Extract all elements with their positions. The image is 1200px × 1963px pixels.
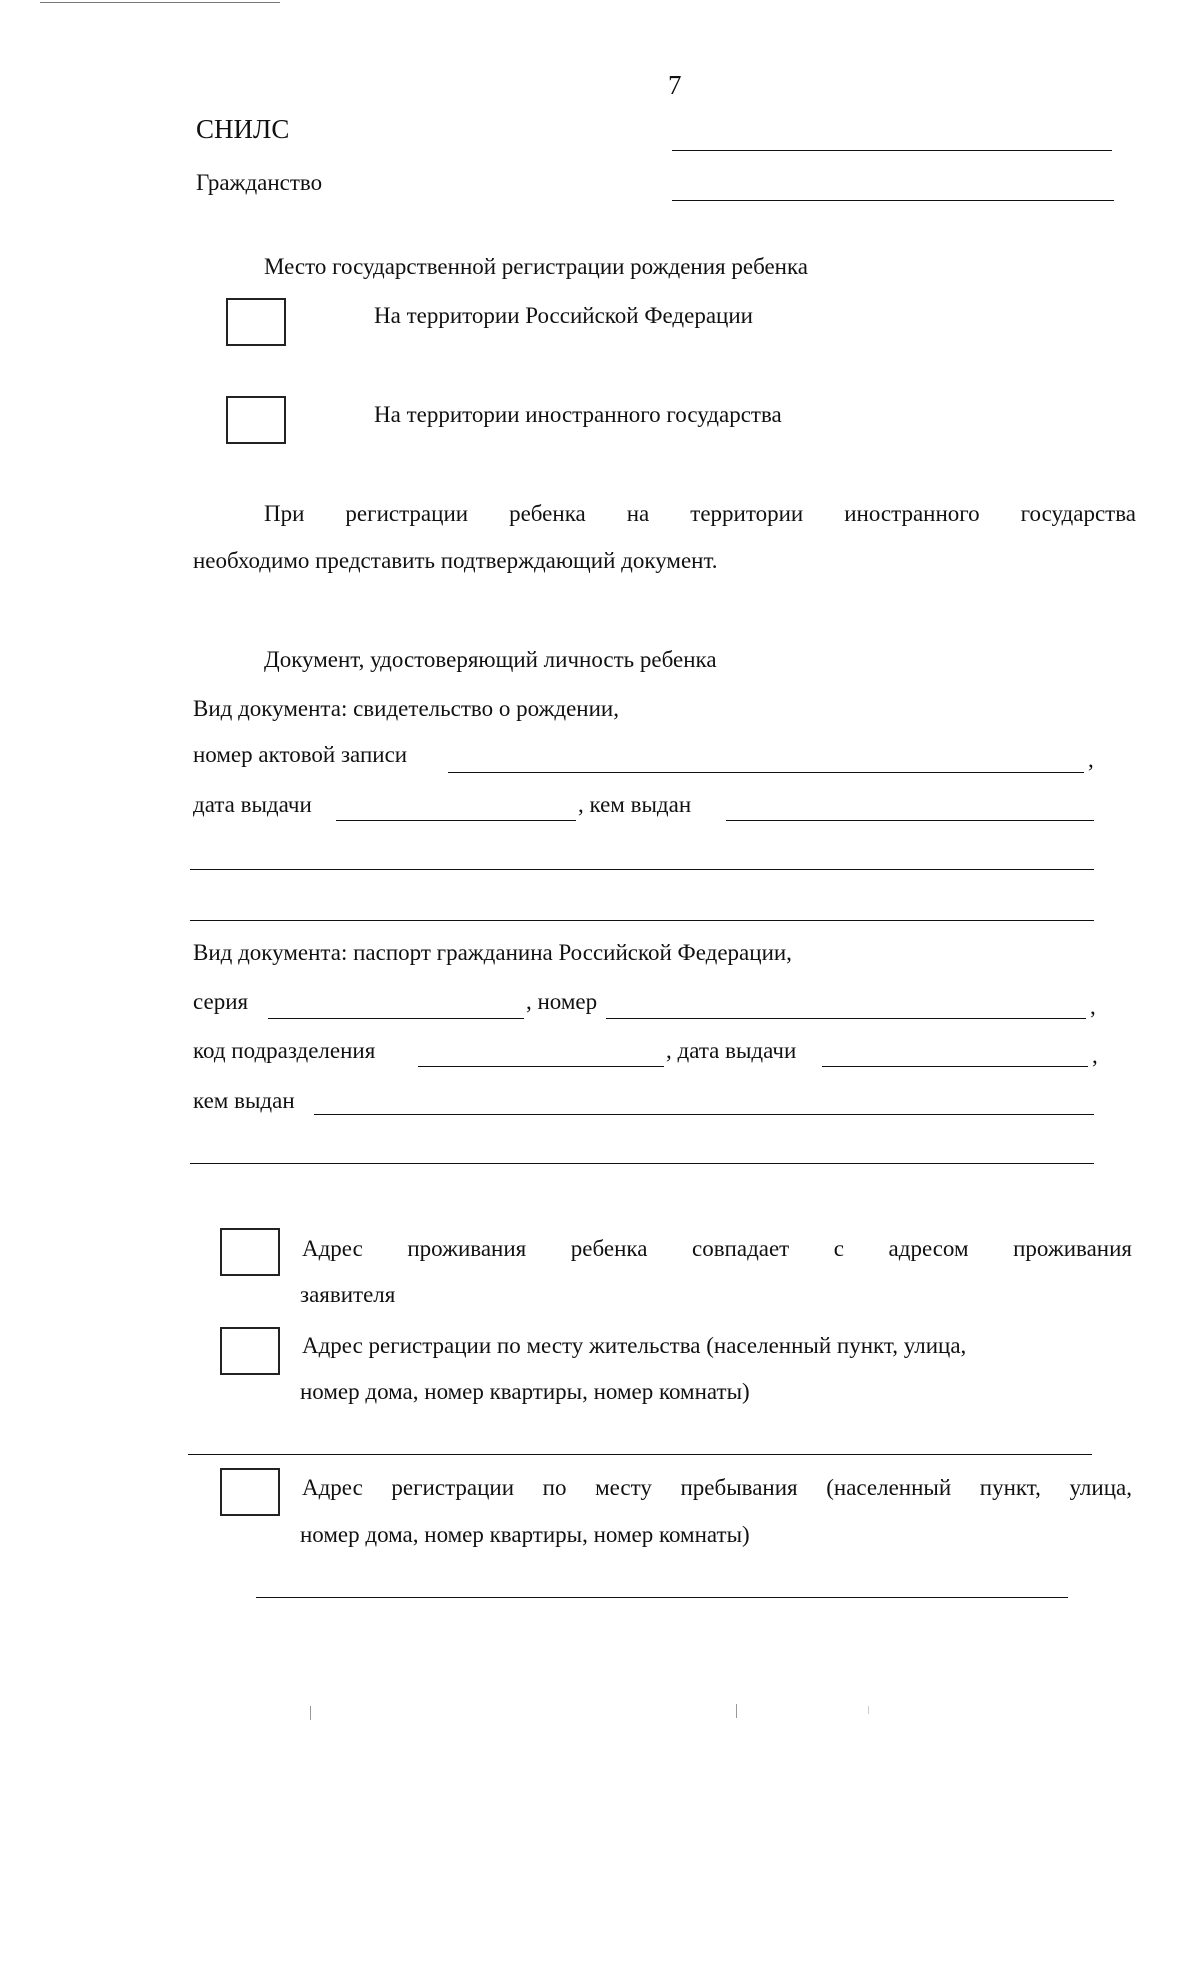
division-code-field[interactable] [418,1066,664,1067]
address-same-line1: Адрес проживания ребенка совпадает с адресом проживания [302,1236,1132,1261]
option-foreign-label: На территории иностранного государства [374,402,782,427]
identity-document-heading: Документ, удостоверяющий личность ребенка [264,647,717,672]
number-field[interactable] [606,1018,1086,1019]
scan-mark [868,1706,869,1714]
series-label: серия [193,989,249,1014]
citizenship-field[interactable] [672,200,1114,201]
residence-address-line1: Адрес регистрации по месту жительства (населенный пункт, улица, [302,1333,967,1358]
page-number: 7 [668,70,682,100]
passport-issued-by-field-line2[interactable] [190,1163,1094,1164]
number-comma: , [1090,994,1096,1019]
stay-address-line1: Адрес регистрации по месту пребывания (населенный пункт, улица, [302,1475,1132,1500]
passport-issued-by-field[interactable] [314,1114,1094,1115]
bc-issued-by-label: , кем выдан [578,792,692,817]
bc-issued-by-field[interactable] [726,820,1094,821]
scan-mark [310,1706,311,1720]
stay-address-field[interactable] [256,1597,1068,1598]
passport-issued-by-label: кем выдан [193,1088,295,1113]
birth-registration-heading: Место государственной регистрации рождения ребенка [264,254,809,279]
bc-issued-by-field-line2[interactable] [190,869,1094,870]
passport-type: Вид документа: паспорт гражданина Российской Федерации, [193,940,792,965]
checkbox-stay-address[interactable] [220,1468,280,1516]
checkbox-residence-address[interactable] [220,1327,280,1375]
checkbox-address-same[interactable] [220,1228,280,1276]
residence-address-line2: номер дома, номер квартиры, номер комнаты) [300,1379,750,1404]
address-same-line2: заявителя [300,1282,396,1307]
foreign-note-line1: При регистрации ребенка на территории иностранного государства [264,501,1136,526]
passport-issue-date-field[interactable] [822,1066,1088,1067]
issue-date-comma: , [1092,1043,1098,1068]
scan-edge-mark [40,2,280,3]
passport-issue-date-label: , дата выдачи [666,1038,797,1063]
residence-address-field[interactable] [188,1454,1092,1455]
checkbox-foreign-territory[interactable] [226,396,286,444]
record-number-comma: , [1088,747,1094,772]
record-number-label: номер актовой записи [193,742,408,767]
snils-field[interactable] [672,150,1112,151]
record-number-field[interactable] [448,772,1084,773]
bc-issue-date-label: дата выдачи [193,792,312,817]
number-label: , номер [526,989,598,1014]
bc-issued-by-field-line3[interactable] [190,920,1094,921]
division-code-label: код подразделения [193,1038,376,1063]
foreign-note-line2: необходимо представить подтверждающий документ. [193,548,718,573]
citizenship-label: Гражданство [196,170,323,195]
checkbox-rf-territory[interactable] [226,298,286,346]
bc-issue-date-field[interactable] [336,820,576,821]
stay-address-line2: номер дома, номер квартиры, номер комнаты) [300,1522,750,1547]
option-rf-label: На территории Российской Федерации [374,303,753,328]
series-field[interactable] [268,1018,524,1019]
snils-label: СНИЛС [196,114,290,144]
scan-mark [736,1704,737,1718]
birth-certificate-type: Вид документа: свидетельство о рождении, [193,696,619,721]
